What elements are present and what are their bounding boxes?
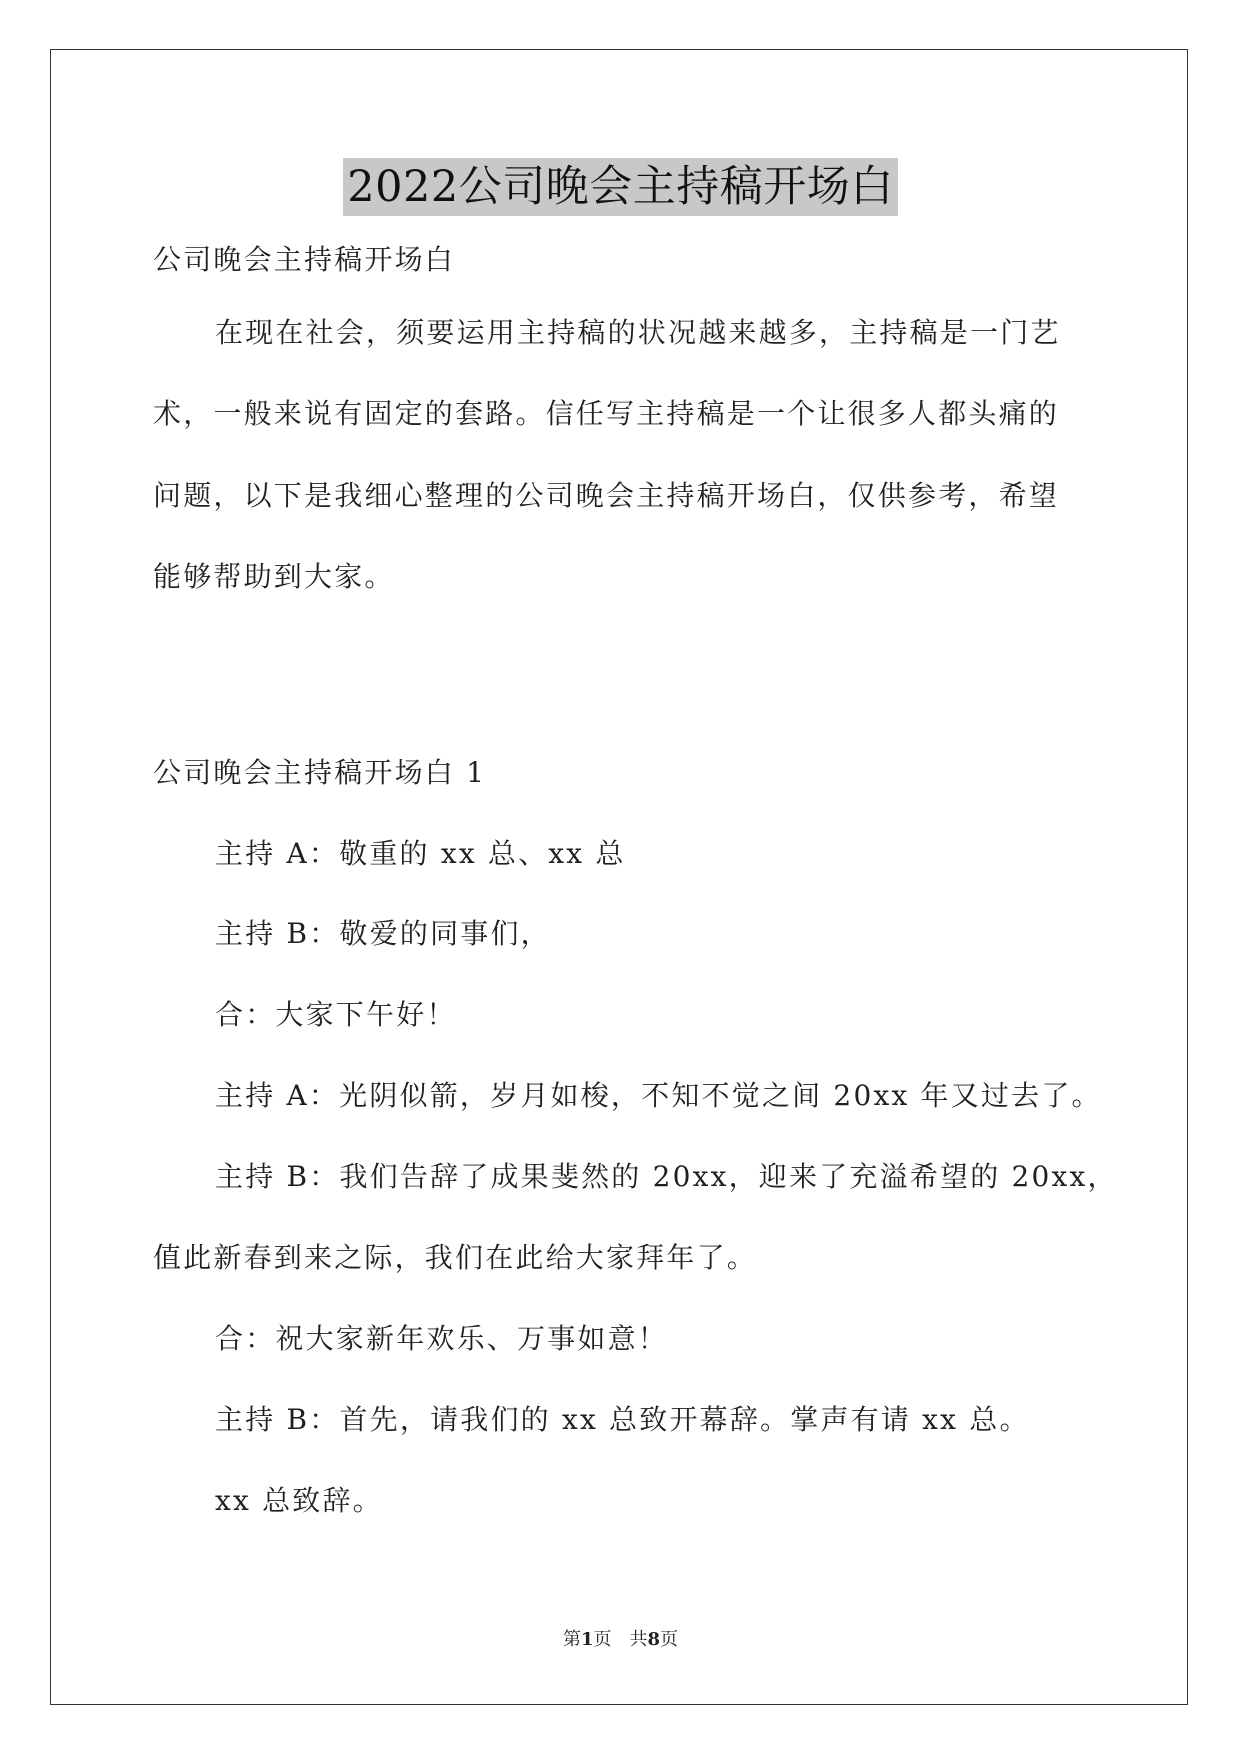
footer-middle: 页 共	[593, 1629, 648, 1650]
page-border	[50, 49, 1188, 1705]
footer-current-page: 1	[580, 1629, 594, 1650]
paragraph-line: 术，一般来说有固定的套路。信任写主持稿是一个让很多人都头痛的	[153, 397, 1060, 430]
title-wrap	[0, 158, 1241, 216]
paragraph-line: 在现在社会，须要运用主持稿的状况越来越多，主持稿是一门艺	[215, 316, 1061, 349]
subtitle-line: 公司晚会主持稿开场白	[153, 243, 456, 276]
footer-total-pages: 8	[647, 1629, 661, 1650]
script-line: 主持 B：敬爱的同事们，	[215, 917, 551, 950]
footer-suffix: 页	[660, 1629, 679, 1650]
page-footer	[0, 1628, 1241, 1652]
script-line: 主持 A：光阴似箭，岁月如梭，不知不觉之间 20xx 年又过去了。	[215, 1079, 1102, 1112]
script-line: 主持 B：首先，请我们的 xx 总致开幕辞。掌声有请 xx 总。	[215, 1403, 1030, 1436]
footer-prefix: 第	[562, 1629, 581, 1650]
script-line: 值此新春到来之际，我们在此给大家拜年了。	[153, 1241, 758, 1274]
paragraph-line: 能够帮助到大家。	[153, 560, 395, 593]
script-line: xx 总致辞。	[215, 1484, 383, 1517]
document-title: 2022公司晚会主持稿开场白	[343, 158, 897, 216]
script-line: 合：大家下午好！	[215, 998, 457, 1031]
script-line: 合：祝大家新年欢乐、万事如意！	[215, 1322, 669, 1355]
script-line: 主持 A：敬重的 xx 总、xx 总	[215, 837, 626, 870]
section-heading: 公司晚会主持稿开场白 1	[153, 756, 487, 789]
script-line: 主持 B：我们告辞了成果斐然的 20xx，迎来了充溢希望的 20xx，	[215, 1160, 1118, 1193]
paragraph-line: 问题，以下是我细心整理的公司晚会主持稿开场白，仅供参考，希望	[153, 479, 1060, 512]
